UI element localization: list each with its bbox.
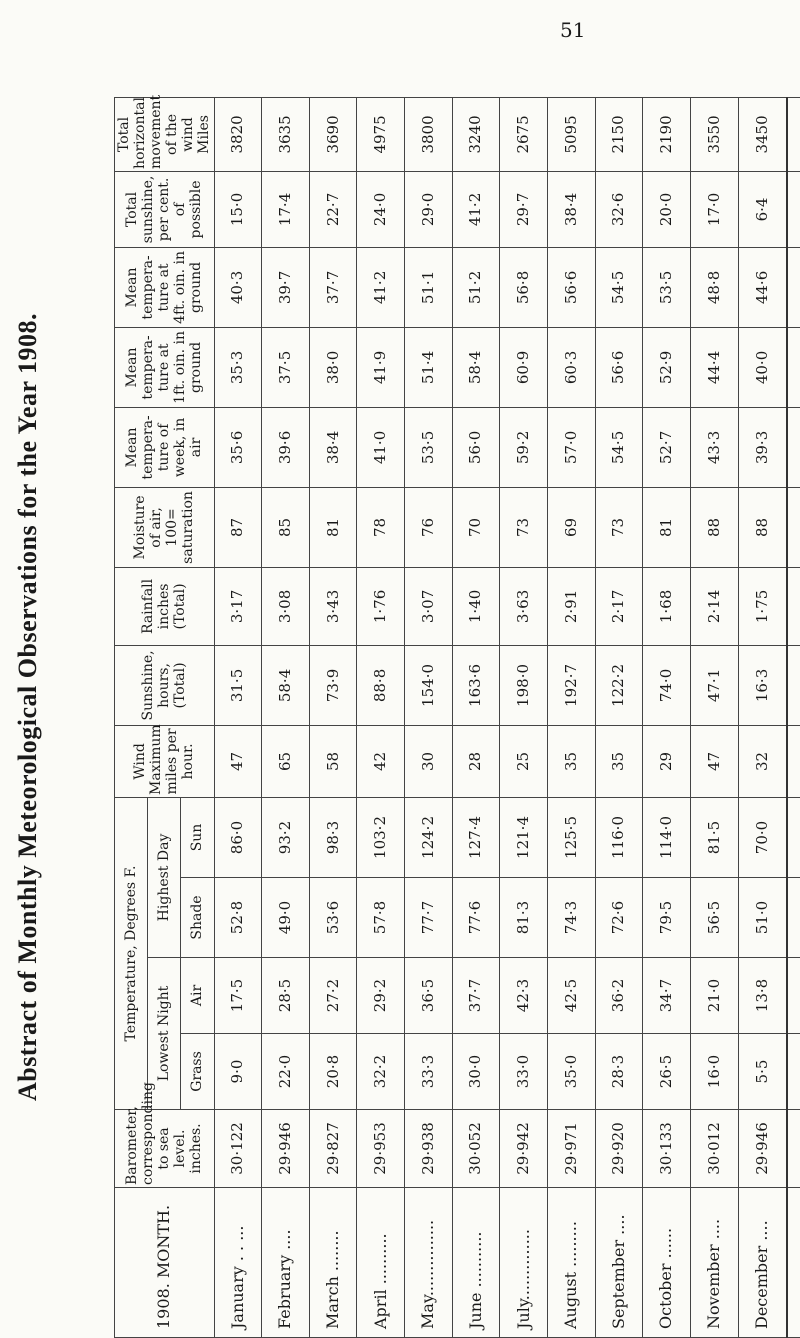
table-row	[309, 97, 357, 1337]
cell-movement: 3240	[452, 97, 500, 171]
table-row	[690, 97, 738, 1337]
header-moisture: Moisture of air, 100= saturation	[115, 487, 215, 567]
cell-barometer: 30·133	[643, 1110, 691, 1188]
cell-air_mean: 41·0	[357, 407, 405, 487]
cell-wind: 42	[357, 725, 405, 797]
cell-pct: 15·0	[214, 171, 262, 247]
cell-wind: 30	[405, 725, 453, 797]
cell-month: February ....	[262, 1188, 310, 1338]
cell-t4ft: 37·7	[309, 247, 357, 327]
cell-wind: 58	[309, 725, 357, 797]
cell-t4ft: 41·2	[357, 247, 405, 327]
cell-sunshine: 73·9	[309, 645, 357, 725]
cell-grass: 5·5	[738, 1034, 787, 1110]
cell-sunshine: 47·1	[690, 645, 738, 725]
cell-rain: 2·17	[595, 567, 643, 645]
totals-row	[787, 97, 800, 1337]
header-air: Air	[181, 958, 214, 1034]
page-number: 51	[560, 18, 586, 42]
cell-t1ft: 60·9	[500, 327, 548, 407]
cell-t1ft: 35·3	[214, 327, 262, 407]
cell-month: March ........	[309, 1188, 357, 1338]
cell-pct: 24·0	[357, 171, 405, 247]
cell-rain: 1·40	[452, 567, 500, 645]
table-row	[738, 97, 787, 1337]
table-row	[357, 97, 405, 1337]
cell-shade: 79·5	[643, 878, 691, 958]
cell-grass: 35·0	[548, 1034, 596, 1110]
header-grass: Grass	[181, 1034, 214, 1110]
cell-air: 37·7	[452, 958, 500, 1034]
cell-sun: 114·0	[643, 797, 691, 877]
cell-pct	[787, 171, 800, 247]
cell-movement	[787, 97, 800, 171]
cell-t4ft: 53·5	[643, 247, 691, 327]
cell-sunshine: 31·5	[214, 645, 262, 725]
cell-sun: 93·2	[262, 797, 310, 877]
cell-movement: 3550	[690, 97, 738, 171]
cell-month: September ....	[595, 1188, 643, 1338]
cell-shade	[787, 878, 800, 958]
cell-t1ft: 60·3	[548, 327, 596, 407]
cell-air_mean: 59·2	[500, 407, 548, 487]
cell-movement: 2190	[643, 97, 691, 171]
cell-movement: 3690	[309, 97, 357, 171]
cell-air_mean: 43·3	[690, 407, 738, 487]
cell-grass: 16·0	[690, 1034, 738, 1110]
table-title: Abstract of Monthly Meteorological Observations for the Year 1908.	[13, 312, 42, 1102]
cell-t4ft: 39·7	[262, 247, 310, 327]
cell-moisture: 69	[548, 487, 596, 567]
cell-rain: 3·08	[262, 567, 310, 645]
cell-shade: 72·6	[595, 878, 643, 958]
cell-air: 29·2	[357, 958, 405, 1034]
cell-rain: 3·17	[214, 567, 262, 645]
cell-barometer: 29·946	[738, 1110, 787, 1188]
cell-wind: 65	[262, 725, 310, 797]
header-sun: Sun	[181, 797, 214, 877]
cell-moisture	[787, 487, 800, 567]
cell-month: December ....	[738, 1188, 787, 1338]
cell-air: 42·3	[500, 958, 548, 1034]
cell-pct: 17·0	[690, 171, 738, 247]
header-wind-max: Wind Maximum miles per hour.	[115, 725, 215, 797]
header-highest-day: Highest Day	[148, 797, 181, 957]
cell-air: 36·5	[405, 958, 453, 1034]
cell-barometer	[787, 1110, 800, 1188]
cell-t4ft: 54·5	[595, 247, 643, 327]
cell-sun: 125·5	[548, 797, 596, 877]
cell-grass	[787, 1034, 800, 1110]
cell-sunshine: 198·0	[500, 645, 548, 725]
cell-wind: 35	[548, 725, 596, 797]
cell-pct: 17·4	[262, 171, 310, 247]
cell-air_mean: 39·6	[262, 407, 310, 487]
observations-table-wrapper	[114, 94, 794, 1338]
cell-t1ft: 40·0	[738, 327, 787, 407]
table-row	[500, 97, 548, 1337]
cell-t1ft: 37·5	[262, 327, 310, 407]
cell-wind: 47	[214, 725, 262, 797]
cell-movement: 3800	[405, 97, 453, 171]
table-row	[595, 97, 643, 1337]
cell-wind: 35	[595, 725, 643, 797]
cell-moisture: 73	[595, 487, 643, 567]
cell-sun: 86·0	[214, 797, 262, 877]
cell-t4ft: 51·1	[405, 247, 453, 327]
cell-t4ft	[787, 247, 800, 327]
cell-barometer: 29·920	[595, 1110, 643, 1188]
cell-air: 17·5	[214, 958, 262, 1034]
cell-month	[787, 1188, 800, 1338]
cell-rain: 3·43	[309, 567, 357, 645]
cell-air	[787, 958, 800, 1034]
cell-movement: 3450	[738, 97, 787, 171]
cell-pct: 38·4	[548, 171, 596, 247]
cell-t4ft: 56·6	[548, 247, 596, 327]
cell-t1ft: 52·9	[643, 327, 691, 407]
cell-sunshine: 163·6	[452, 645, 500, 725]
cell-air_mean: 54·5	[595, 407, 643, 487]
cell-t1ft: 51·4	[405, 327, 453, 407]
cell-sun: 103·2	[357, 797, 405, 877]
cell-pct: 6·4	[738, 171, 787, 247]
cell-shade: 49·0	[262, 878, 310, 958]
cell-grass: 33·3	[405, 1034, 453, 1110]
table-row	[548, 97, 596, 1337]
cell-month: April ..........	[357, 1188, 405, 1338]
header-lowest-night: Lowest Night	[148, 958, 181, 1110]
cell-t1ft: 41·9	[357, 327, 405, 407]
cell-moisture: 76	[405, 487, 453, 567]
cell-sunshine	[787, 645, 800, 725]
cell-air_mean: 53·5	[405, 407, 453, 487]
cell-t1ft: 58·4	[452, 327, 500, 407]
cell-moisture: 73	[500, 487, 548, 567]
cell-sunshine: 88·8	[357, 645, 405, 725]
cell-barometer: 29·938	[405, 1110, 453, 1188]
cell-sunshine: 58·4	[262, 645, 310, 725]
cell-air_mean: 52·7	[643, 407, 691, 487]
cell-barometer: 29·942	[500, 1110, 548, 1188]
cell-sun: 81·5	[690, 797, 738, 877]
header-mean-temp-air: Mean tempera-ture of week, in air	[115, 407, 215, 487]
cell-t4ft: 56·8	[500, 247, 548, 327]
cell-grass: 9·0	[214, 1034, 262, 1110]
cell-t4ft: 48·8	[690, 247, 738, 327]
cell-movement: 5095	[548, 97, 596, 171]
table-body	[214, 97, 800, 1337]
cell-barometer: 29·953	[357, 1110, 405, 1188]
cell-barometer: 30·012	[690, 1110, 738, 1188]
cell-grass: 20·8	[309, 1034, 357, 1110]
cell-sun: 116·0	[595, 797, 643, 877]
cell-movement: 2675	[500, 97, 548, 171]
cell-month: May...............	[405, 1188, 453, 1338]
cell-t1ft: 56·6	[595, 327, 643, 407]
cell-moisture: 88	[690, 487, 738, 567]
cell-grass: 26·5	[643, 1034, 691, 1110]
cell-movement: 4975	[357, 97, 405, 171]
cell-wind	[787, 725, 800, 797]
cell-t1ft: 38·0	[309, 327, 357, 407]
cell-month: June ...........	[452, 1188, 500, 1338]
header-sunshine-pct: Total sunshine, per cent. of possible	[115, 171, 215, 247]
cell-t4ft: 51·2	[452, 247, 500, 327]
header-rainfall: Rainfall inches (Total)	[115, 567, 215, 645]
cell-shade: 52·8	[214, 878, 262, 958]
table-row	[405, 97, 453, 1337]
cell-sunshine: 74·0	[643, 645, 691, 725]
header-mean-temp-4ft: Mean tempera-ture at 4ft. oin. in ground	[115, 247, 215, 327]
cell-wind: 28	[452, 725, 500, 797]
cell-month: August .........	[548, 1188, 596, 1338]
cell-pct: 29·7	[500, 171, 548, 247]
header-mean-temp-1ft: Mean tempera-ture at 1ft. oin. in ground	[115, 327, 215, 407]
cell-air: 42·5	[548, 958, 596, 1034]
cell-moisture: 85	[262, 487, 310, 567]
cell-t4ft: 40·3	[214, 247, 262, 327]
table-row	[643, 97, 691, 1337]
cell-air: 13·8	[738, 958, 787, 1034]
cell-wind: 32	[738, 725, 787, 797]
cell-moisture: 88	[738, 487, 787, 567]
cell-pct: 20·0	[643, 171, 691, 247]
cell-rain: 2·91	[548, 567, 596, 645]
cell-grass: 32·2	[357, 1034, 405, 1110]
cell-pct: 41·2	[452, 171, 500, 247]
cell-barometer: 29·827	[309, 1110, 357, 1188]
cell-wind: 29	[643, 725, 691, 797]
cell-movement: 3635	[262, 97, 310, 171]
cell-barometer: 29·971	[548, 1110, 596, 1188]
header-month: 1908. MONTH.	[115, 1188, 215, 1338]
cell-shade: 81·3	[500, 878, 548, 958]
cell-sun: 98·3	[309, 797, 357, 877]
observations-table	[114, 94, 800, 1338]
cell-sun: 127·4	[452, 797, 500, 877]
cell-grass: 28·3	[595, 1034, 643, 1110]
cell-month: January . . ...	[214, 1188, 262, 1338]
cell-air_mean: 57·0	[548, 407, 596, 487]
cell-shade: 74·3	[548, 878, 596, 958]
cell-sun: 124·2	[405, 797, 453, 877]
cell-air: 28·5	[262, 958, 310, 1034]
cell-air: 36·2	[595, 958, 643, 1034]
cell-moisture: 87	[214, 487, 262, 567]
header-sunshine-hours: Sunshine, hours, (Total)	[115, 645, 215, 725]
table-row	[452, 97, 500, 1337]
cell-sunshine: 16·3	[738, 645, 787, 725]
cell-shade: 57·8	[357, 878, 405, 958]
cell-sun: 121·4	[500, 797, 548, 877]
cell-sun	[787, 797, 800, 877]
cell-month: October ......	[643, 1188, 691, 1338]
cell-sunshine: 154·0	[405, 645, 453, 725]
cell-movement: 3820	[214, 97, 262, 171]
cell-pct: 32·6	[595, 171, 643, 247]
cell-wind: 47	[690, 725, 738, 797]
header-wind-movement: Total horizontal movement of the wind Miles	[115, 97, 215, 171]
cell-pct: 22·7	[309, 171, 357, 247]
cell-air_mean: 56·0	[452, 407, 500, 487]
cell-rain: 1·75	[738, 567, 787, 645]
cell-air: 34·7	[643, 958, 691, 1034]
cell-sun: 70·0	[738, 797, 787, 877]
cell-rain: 3·63	[500, 567, 548, 645]
cell-pct: 29·0	[405, 171, 453, 247]
cell-air_mean: 39·3	[738, 407, 787, 487]
cell-month: November ....	[690, 1188, 738, 1338]
cell-moisture: 81	[309, 487, 357, 567]
cell-sunshine: 192·7	[548, 645, 596, 725]
cell-barometer: 30·122	[214, 1110, 262, 1188]
cell-rain: 2·14	[690, 567, 738, 645]
cell-air_mean: 35·6	[214, 407, 262, 487]
cell-grass: 33·0	[500, 1034, 548, 1110]
cell-rain: 3·07	[405, 567, 453, 645]
cell-rain	[787, 567, 800, 645]
cell-air_mean: 38·4	[309, 407, 357, 487]
cell-shade: 53·6	[309, 878, 357, 958]
cell-shade: 51·0	[738, 878, 787, 958]
cell-t1ft	[787, 327, 800, 407]
cell-shade: 77·6	[452, 878, 500, 958]
table-row	[262, 97, 310, 1337]
cell-grass: 30·0	[452, 1034, 500, 1110]
header-barometer: Barometer, corresponding to sea level. inches.	[115, 1110, 215, 1188]
cell-shade: 56·5	[690, 878, 738, 958]
cell-shade: 77·7	[405, 878, 453, 958]
cell-moisture: 78	[357, 487, 405, 567]
header-shade: Shade	[181, 878, 214, 958]
cell-sunshine: 122·2	[595, 645, 643, 725]
cell-barometer: 30·052	[452, 1110, 500, 1188]
cell-movement: 2150	[595, 97, 643, 171]
cell-air: 27·2	[309, 958, 357, 1034]
cell-rain: 1·76	[357, 567, 405, 645]
table-row	[214, 97, 262, 1337]
cell-moisture: 81	[643, 487, 691, 567]
cell-wind: 25	[500, 725, 548, 797]
cell-month: July..............	[500, 1188, 548, 1338]
cell-rain: 1·68	[643, 567, 691, 645]
cell-moisture: 70	[452, 487, 500, 567]
header-temperature: Temperature, Degrees F.	[115, 797, 148, 1109]
cell-grass: 22·0	[262, 1034, 310, 1110]
cell-t4ft: 44·6	[738, 247, 787, 327]
cell-barometer: 29·946	[262, 1110, 310, 1188]
cell-air: 21·0	[690, 958, 738, 1034]
cell-t1ft: 44·4	[690, 327, 738, 407]
cell-air_mean	[787, 407, 800, 487]
